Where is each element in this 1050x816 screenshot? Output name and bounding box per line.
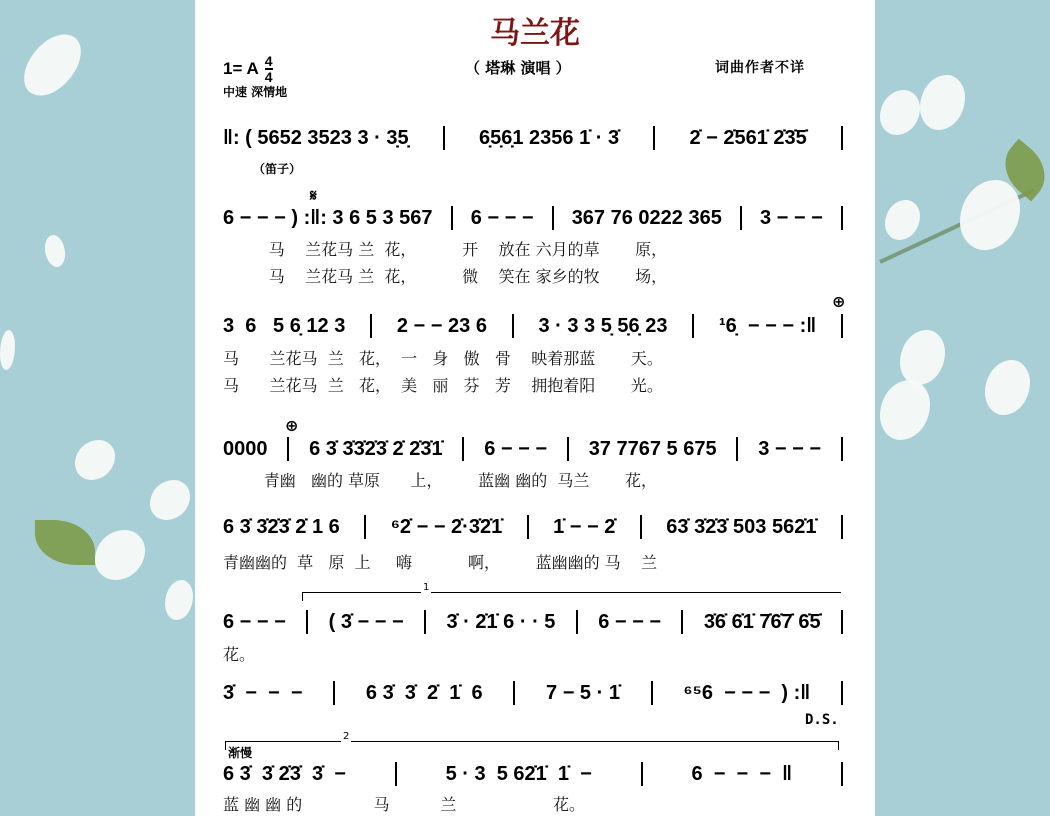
lyrics-line: 青幽幽的 草 原 上 嗨 啊， 蓝幽幽的 马 兰 (223, 553, 658, 572)
bar-line (512, 314, 514, 338)
bar-line (841, 314, 843, 338)
key-signature (223, 54, 273, 84)
bar-line (653, 126, 655, 150)
dal-segno: D.S. (805, 712, 839, 728)
bar-line (527, 515, 529, 539)
measure: 3 6 5 6̣ 12 3 (223, 314, 346, 337)
notation-row (223, 125, 843, 151)
measure: 3 − − − (760, 206, 823, 229)
bar-line (364, 515, 366, 539)
measure: 0000 (223, 437, 268, 460)
bar-line (841, 206, 843, 230)
author-credit: 词曲作者不详 (715, 60, 805, 76)
bar-line (443, 126, 445, 150)
measure: 3̇ − − − (223, 681, 303, 704)
measure: 2 − − 23 6 (396, 314, 487, 337)
bar-line (841, 515, 843, 539)
volta-2 (225, 731, 839, 750)
measure: ⁶⁵6 − − − ) :‖ (683, 681, 811, 704)
notation-row (223, 436, 843, 462)
bar-line (576, 610, 578, 634)
lyrics-line: 青幽 幽的 草原 上， 蓝幽 幽的 马兰 花， (223, 471, 658, 490)
measure: 3 · 3 3 5̣ 5̣6̣ 23 (538, 314, 668, 337)
measure: 6 − − − (484, 437, 548, 460)
time-signature (265, 54, 273, 84)
measure: 6 3̇ 3̇ 2̇ 1̇ 6 (365, 681, 483, 704)
tempo-marking: 中速 深情地 (223, 85, 288, 99)
notation-row (223, 514, 843, 540)
lyrics-line: 花。 (223, 645, 256, 664)
lyrics-line: 马 兰花马 兰 花， 微 笑在 家乡的牧 场， (223, 267, 668, 286)
lyrics-line: 马 兰花马 兰 花， 美 丽 芬 芳 拥抱着阳 光。 (223, 376, 663, 395)
measure: ¹6̣ − − − :‖ (718, 314, 817, 337)
coda-icon: ⊕ (832, 292, 846, 311)
volta-1-label: 1 (423, 582, 430, 593)
measure: 5 · 3 5 62̇1̇ 1̇ − (445, 762, 592, 785)
measure: 3̇ · 2̇1̇ 6 · · 5 (446, 610, 556, 633)
ritardando-marking: 渐慢 (228, 746, 253, 760)
song-title: 马兰花 (490, 16, 580, 51)
measure: 6̣5̣6̣1 2356 1̇ · 3̇ (478, 126, 620, 149)
measure: ‖: ( 5652 3523 3 · 3̣5̣ (223, 126, 409, 149)
bar-line (740, 206, 742, 230)
lyrics-line: 马 兰花马 兰 花， 一 身 傲 骨 映着那蓝 天。 (223, 349, 663, 368)
bar-line (841, 762, 843, 786)
sheet-music (195, 0, 875, 816)
time-numerator: 4 (264, 53, 273, 69)
measure: 63̇ 3̇2̇3̇ 503 562̇1̇ (666, 515, 817, 538)
measure: 37 7767 5 675 (588, 437, 717, 460)
bar-line (681, 610, 683, 634)
measure: 3 − − − (758, 437, 822, 460)
measure: 6 3̇ 3̇3̇2̇3̇ 2̇ 2̇3̇1̇ (309, 437, 443, 460)
bar-line (841, 610, 843, 634)
bar-line (641, 762, 643, 786)
measure: 6 3̇ 3̇2̇3̇ 2̇ 1 6 (223, 515, 340, 538)
measure: 367 76 0222 365 (571, 206, 722, 229)
bar-line (567, 437, 569, 461)
bar-line (736, 437, 738, 461)
bar-line (287, 437, 289, 461)
measure: 6 3̇ 3̇ 2̇3̇ 3̇ − (223, 762, 346, 785)
notation-row (223, 313, 843, 339)
notation-row (223, 205, 843, 231)
bar-line (333, 681, 335, 705)
instrument-label: （笛子） (253, 162, 302, 176)
bar-line (552, 206, 554, 230)
notation-row (223, 761, 843, 787)
bar-line (841, 681, 843, 705)
measure: 6 − − − ) :‖: 3 6 5 3 567 (223, 206, 433, 229)
lyrics-line: 马 兰花马 兰 花， 开 放在 六月的草 原， (223, 240, 668, 259)
measure: ( 3̇ − − − (328, 610, 404, 633)
bar-line (395, 762, 397, 786)
bar-line (651, 681, 653, 705)
bar-line (306, 610, 308, 634)
measure: 6 − − − ‖ (691, 762, 793, 785)
bar-line (370, 314, 372, 338)
measure: 3̇6̇ 6̇1̇ 7̇6̇7̇ 6̇5̇ (703, 610, 821, 633)
measure: ⁶2̇ − − 2̇·3̇2̇1̇ (390, 515, 503, 538)
lyrics-line: 蓝 幽 幽 的 马 兰 花。 (223, 795, 585, 814)
singer: （ 塔琳 演唱 ） (465, 59, 571, 77)
bar-line (513, 681, 515, 705)
measure: 2̇ − 2̇561̇ 2̇3̇5̇ (689, 126, 807, 149)
key-label: 1= A (223, 59, 259, 78)
measure: 6 − − − (223, 610, 286, 633)
bar-line (424, 610, 426, 634)
bar-line (841, 437, 843, 461)
time-denominator: 4 (264, 69, 273, 85)
measure: 7 − 5 · 1̇ (546, 681, 620, 704)
measure: 6 − − − (470, 206, 534, 229)
measure: 6 − − − (598, 610, 662, 633)
notation-row (223, 609, 843, 635)
bar-line (462, 437, 464, 461)
segno-icon: 𝄋 (310, 186, 317, 205)
coda-icon-2: ⊕ (285, 416, 299, 435)
bar-line (640, 515, 642, 539)
volta-1 (302, 582, 841, 601)
bar-line (841, 126, 843, 150)
bar-line (451, 206, 453, 230)
bar-line (692, 314, 694, 338)
notation-row (223, 680, 843, 706)
measure: 1̇ − − 2̇ (553, 515, 616, 538)
volta-2-label: 2 (343, 731, 350, 742)
